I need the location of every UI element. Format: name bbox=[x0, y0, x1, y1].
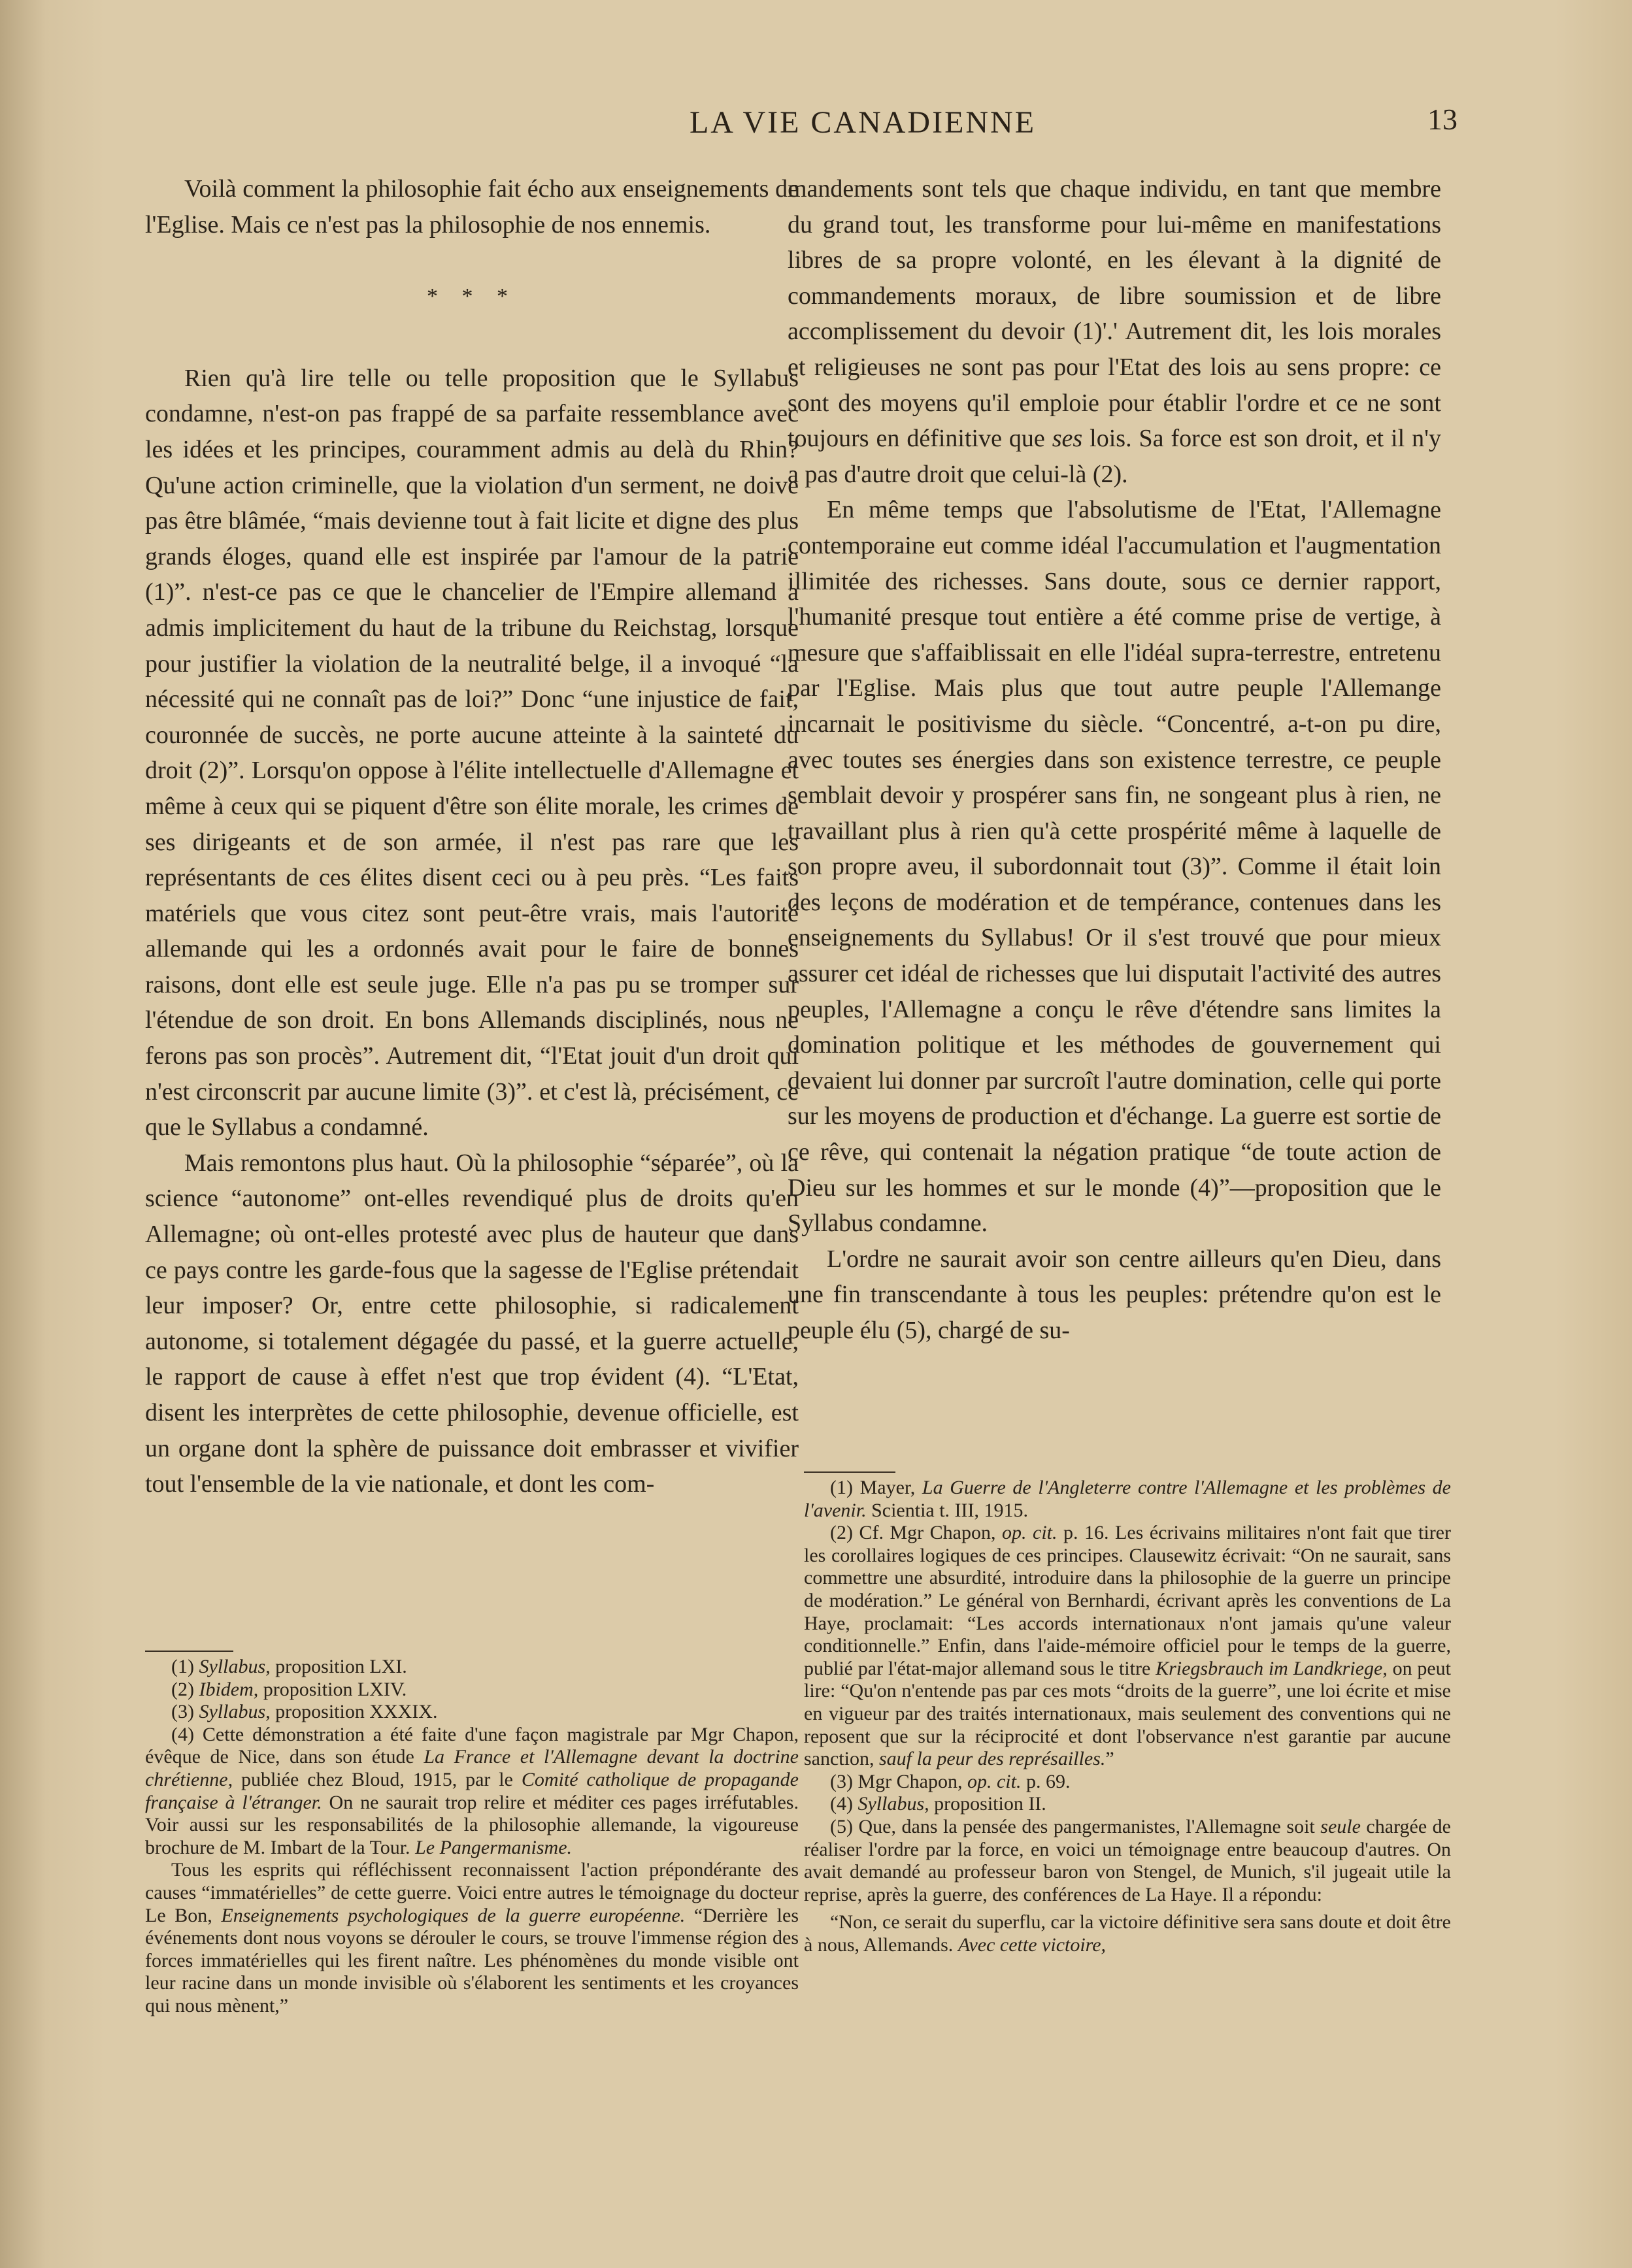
section-separator: * * * bbox=[427, 284, 517, 309]
footnote-rule bbox=[804, 1471, 895, 1473]
right-paragraph-3: L'ordre ne saurait avoir son centre ailleurs qu'en Dieu, dans une fin transcendante à tous les peuples: prétendre qu'on est le peuple élu (5), chargé de su- bbox=[788, 1245, 1441, 1344]
footnote-left-4: (4) Cette démonstration a été faite d'une façon magistrale par Mgr Chapon, évêque de Nice, dans son étude La France et l'Allemagne devant la doctrine chrétienne, publiée chez Bloud, 1915, par le Comité catholique de propagande française à l'étranger. On ne saurait trop relire et méditer ces pages irréfutables. Voir aussi sur les responsabilités de la philosophie allemande, la vigoureuse brochure de M. Imbart de la Tour. Le Pangermanisme. bbox=[145, 1723, 799, 1858]
footnote-left-3: (3) Syllabus, proposition XXXIX. bbox=[171, 1701, 438, 1723]
footnote-left-4-continued: Tous les esprits qui réfléchissent reconnaissent l'action prépondérante des causes “immatérielles” de cette guerre. Voici entre autres le témoignage du docteur Le Bon, Enseignements psychologiques de la guerre européenne. “Derrière les événements dont nous voyons se dérouler le cours, se trouve l'immense région des forces immatérielles qui les firent naître. Les phénomènes du monde visible ont leur racine dans un monde invisible où s'élaborent les sentiments et les croyances qui nous mènent,” bbox=[145, 1859, 799, 2016]
right-column bbox=[788, 171, 1441, 1349]
footnote-rule bbox=[145, 1651, 233, 1652]
running-title: LA VIE CANADIENNE bbox=[689, 105, 1037, 140]
footnote-left-1: (1) Syllabus, proposition LXI. bbox=[171, 1656, 407, 1677]
footnote-right-1: (1) Mayer, La Guerre de l'Angleterre contre l'Allemagne et les problèmes de l'avenir. Scientia t. III, 1915. bbox=[804, 1477, 1451, 1521]
left-paragraph-2: Rien qu'à lire telle ou telle proposition que le Syllabus condamne, n'est-on pas frappé de sa parfaite ressemblance avec les idées et les principes, couramment admis au delà du Rhin? Qu'une action criminelle, que la violation d'un serment, ne doive pas être blâmée, “mais devienne tout à fait licite et digne des plus grands éloges, quand elle est inspirée par l'amour de la patrie (1)”. n'est-ce pas ce que le chancelier de l'Empire allemand a admis implicitement du haut de la tribune du Reichstag, lorsque pour justifier la violation de la neutralité belge, il a invoqué “la nécessité qui ne connaît pas de loi?” Donc “une injustice de fait, couronnée de succès, ne porte aucune atteinte à la sainteté du droit (2)”. Lorsqu'on oppose à l'élite intellectuelle d'Allemagne et même à ceux qui se piquent d'être son élite morale, les crimes de ses dirigeants et de son armée, il n'est pas rare que les représentants de ces élites disent ceci ou à peu près. “Les faits matériels que vous citez sont peut-être vrais, mais l'autorité allemande qui les a ordonnés avait pour le faire de bonnes raisons, dont elle est seule juge. Elle n'a pas pu se tromper sur l'étendue de son droit. En bons Allemands disciplinés, nous ne ferons pas son procès”. Autrement dit, “l'Etat jouit d'un droit qui n'est circonscrit par aucune limite (3)”. et c'est là, précisément, ce que le Syllabus a condamné. bbox=[145, 364, 799, 1142]
footnote-right-4: (4) Syllabus, proposition II. bbox=[830, 1793, 1046, 1815]
page-number: 13 bbox=[1427, 103, 1457, 136]
left-column bbox=[145, 171, 799, 1502]
left-paragraph-1: Voilà comment la philosophie fait écho aux enseignements de l'Eglise. Mais ce n'est pas la philosophie de nos ennemis. bbox=[145, 175, 799, 238]
footnote-right-2: (2) Cf. Mgr Chapon, op. cit. p. 16. Les écrivains militaires n'ont fait que tirer les corollaires logiques de ces principes. Clausewitz écrivait: “On ne saurait, sans commettre une absurdité, introduire dans la philosophie de la guerre un principe de modération.” Le général von Bernhardi, écrivant après les conventions de La Haye, proclamait: “Les accords internationaux n'ont jamais qu'une valeur conditionnelle.” Enfin, dans l'aide-mémoire officiel pour le temps de la guerre, publié par l'état-major allemand sous le titre Kriegsbrauch im Landkriege, on peut lire: “Qu'on n'entende pas par ces mots “droits de la guerre”, une loi écrite et mise en vigueur par des traités internationaux, mais seulement des conventions qui ne reposent que sur la réciprocité et dont l'observance n'est garantie par aucune sanction, sauf la peur des représailles.” bbox=[804, 1522, 1452, 1770]
footnote-right-3: (3) Mgr Chapon, op. cit. p. 69. bbox=[830, 1770, 1071, 1792]
right-footnotes bbox=[804, 1471, 1451, 1956]
footnote-left-2: (2) Ibidem, proposition LXIV. bbox=[171, 1678, 407, 1700]
left-paragraph-3: Mais remontons plus haut. Où la philosophie “séparée”, où la science “autonome” ont-elles revendiqué plus de droits qu'en Allemagne; où ont-elles protesté avec plus de hauteur que dans ce pays contre les garde-fous que la sagesse de l'Eglise prétendait leur imposer? Or, entre cette philosophie, si radicalement autonome, si totalement dégagée du passé, et la guerre actuelle, le rapport de cause à effet n'est que trop évident (4). “L'Etat, disent les interprètes de cette philosophie, devenue officielle, est un organe dont la sphère de puissance doit embrasser et vivifier tout l'ensemble de la vie nationale, et dont les com- bbox=[145, 1149, 799, 1498]
footnote-right-5-quote: “Non, ce serait du superflu, car la victoire définitive sera sans doute et doit être à nous, Allemands. Avec cette victoire, bbox=[804, 1911, 1451, 1956]
footnote-right-5: (5) Que, dans la pensée des pangermanistes, l'Allemagne soit seule chargée de réaliser l'ordre par la force, en voici un témoignage entre beaucoup d'autres. On avait demandé au professeur baron von Stengel, de Munich, s'il jugeait utile la reprise, après la guerre, des conférences de La Haye. Il a répondu: bbox=[804, 1815, 1451, 1905]
right-paragraph-2: En même temps que l'absolutisme de l'Etat, l'Allemagne contemporaine eut comme idéal l'accumulation et l'augmentation illimitée des richesses. Sans doute, sous ce dernier rapport, l'humanité presque tout entière a été comme prise de vertige, à mesure que s'affaiblissait en elle l'idéal supra-terrestre, entretenu par l'Eglise. Mais plus que tout autre peuple l'Allemange incarnait le positivisme du siècle. “Concentré, a-t-on pu dire, avec toutes ses énergies dans son existence terrestre, ce peuple semblait devoir y prospérer sans fin, ne songeant plus à rien, ne travaillant plus à rien qu'à cette prospérité même à laquelle de son propre aveu, il subordonnait tout (3)”. Comme il était loin des leçons de modération et de tempérance, contenues dans les enseignements du Syllabus! Or il s'est trouvé que pour mieux assurer cet idéal de richesses que lui disputait l'activité des autres peuples, l'Allemagne a conçu le rêve d'étendre sans limites la domination politique et les méthodes de gouvernement qui devaient lui donner par surcroît l'autre domination, celle qui porte sur les moyens de production et d'échange. La guerre est sortie de ce rêve, qui contenait la négation pratique “de toute action de Dieu sur les hommes et sur le monde (4)”—proposition que le Syllabus condamne. bbox=[788, 496, 1441, 1238]
right-paragraph-1: mandements sont tels que chaque individu, en tant que membre du grand tout, les transforme pour lui-même en manifestations libres de sa propre volonté, en les élevant à la dignité de commandements moraux, de libre soumission et de libre accomplissement du devoir (1)'.' Autrement dit, les lois morales et religieuses ne sont pas pour l'Etat des lois au sens propre: ce sont des moyens qu'il emploie pour établir l'ordre et ce ne sont toujours en définitive que ses lois. Sa force est son droit, et il n'y a pas d'autre droit que celui-là (2). bbox=[788, 175, 1441, 488]
left-footnotes bbox=[145, 1651, 799, 2018]
